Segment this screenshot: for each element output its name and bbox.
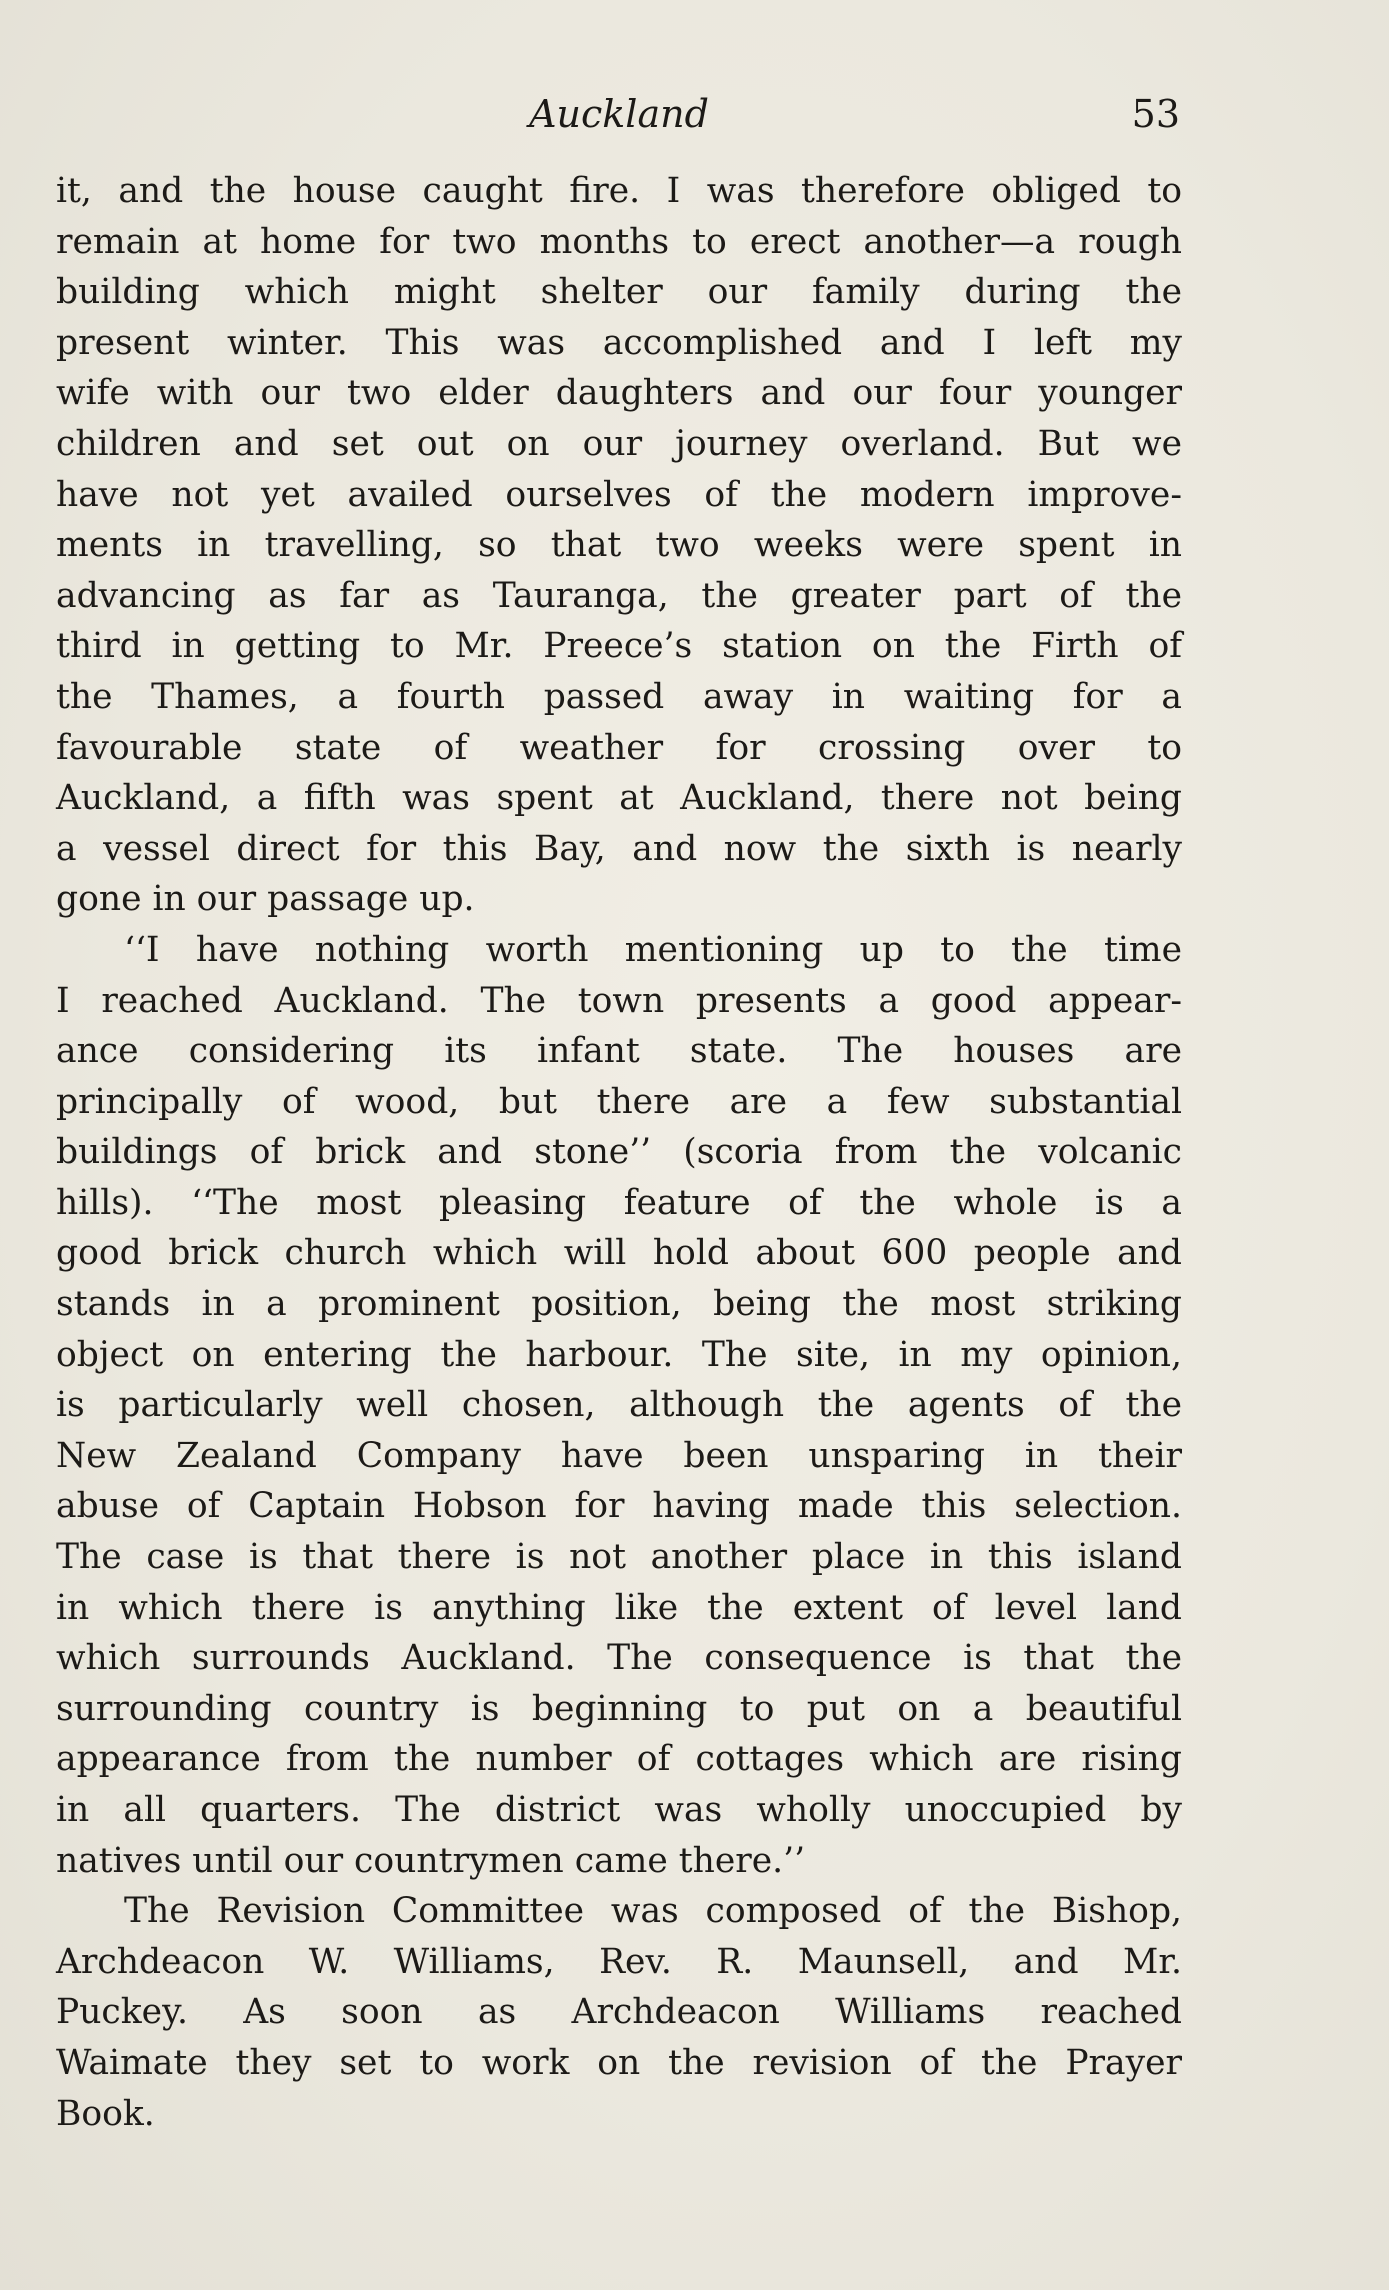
text-line: I reached Auckland. The town presents a good appear-	[56, 980, 1182, 1021]
text-line: abuse of Captain Hobson for having made this selection.	[56, 1486, 1182, 1527]
text-line: object on entering the harbour. The site, in my opinion,	[56, 1334, 1182, 1375]
text-line: third in getting to Mr. Preece’s station on the Firth of	[56, 626, 1182, 667]
paragraph-3	[56, 1886, 1182, 2139]
running-head	[58, 86, 1180, 142]
text-line: wife with our two elder daughters and our four younger	[56, 373, 1182, 414]
text-line: is particularly well chosen, although the agents of the	[56, 1385, 1182, 1426]
paragraph-2	[56, 925, 1182, 1886]
text-line: hills). ‘‘The most pleasing feature of the whole is a	[56, 1182, 1182, 1223]
paragraph-1	[56, 166, 1182, 925]
text-line: buildings of brick and stone’’ (scoria from the volcanic	[56, 1132, 1182, 1173]
text-line: New Zealand Company have been unsparing in their	[56, 1435, 1182, 1476]
text-line: Archdeacon W. Williams, Rev. R. Maunsell, and Mr.	[56, 1941, 1182, 1982]
text-line: building which might shelter our family during the	[56, 272, 1182, 313]
text-line: it, and the house caught fire. I was therefore obliged to	[56, 171, 1182, 211]
text-line: ments in travelling, so that two weeks were spent in	[56, 525, 1182, 566]
text-line: Book.	[56, 2093, 155, 2134]
text-line: appearance from the number of cottages which are rising	[56, 1739, 1182, 1780]
text-line: principally of wood, but there are a few substantial	[56, 1081, 1182, 1122]
text-line: Auckland, a fifth was spent at Auckland, there not being	[56, 778, 1182, 819]
page-number: 53	[1131, 92, 1180, 136]
text-line: a vessel direct for this Bay, and now the sixth is nearly	[56, 828, 1182, 869]
text-line: ‘‘I have nothing worth mentioning up to the time	[124, 929, 1182, 970]
running-title: Auckland	[529, 92, 709, 136]
text-line: ance considering its infant state. The houses are	[56, 1031, 1182, 1072]
text-line: The Revision Committee was composed of the Bishop,	[124, 1891, 1182, 1932]
text-line: remain at home for two months to erect another—a rough	[56, 221, 1182, 262]
text-line: the Thames, a fourth passed away in waiting for a	[56, 676, 1182, 717]
text-line: surrounding country is beginning to put on a beautiful	[56, 1688, 1182, 1729]
text-line: favourable state of weather for crossing over to	[56, 727, 1182, 768]
text-line: advancing as far as Tauranga, the greater part of the	[56, 575, 1182, 616]
body-text	[56, 166, 1182, 2139]
text-line: Puckey. As soon as Archdeacon Williams reached	[56, 1992, 1182, 2033]
text-line: natives until our countrymen came there.’’	[56, 1840, 806, 1881]
text-line: gone in our passage up.	[56, 879, 475, 920]
text-line: Waimate they set to work on the revision of the Prayer	[56, 2042, 1182, 2083]
text-line: which surrounds Auckland. The consequence is that the	[56, 1638, 1182, 1679]
text-line: have not yet availed ourselves of the modern improve-	[56, 474, 1182, 515]
text-line: stands in a prominent position, being the most striking	[56, 1284, 1182, 1325]
text-line: in which there is anything like the extent of level land	[56, 1587, 1182, 1628]
text-line: in all quarters. The district was wholly unoccupied by	[56, 1790, 1182, 1830]
text-line: The case is that there is not another place in this island	[56, 1537, 1182, 1578]
text-line: present winter. This was accomplished and I left my	[56, 322, 1182, 363]
text-line: children and set out on our journey overland. But we	[56, 423, 1182, 464]
text-line: good brick church which will hold about 600 people and	[56, 1233, 1182, 1274]
